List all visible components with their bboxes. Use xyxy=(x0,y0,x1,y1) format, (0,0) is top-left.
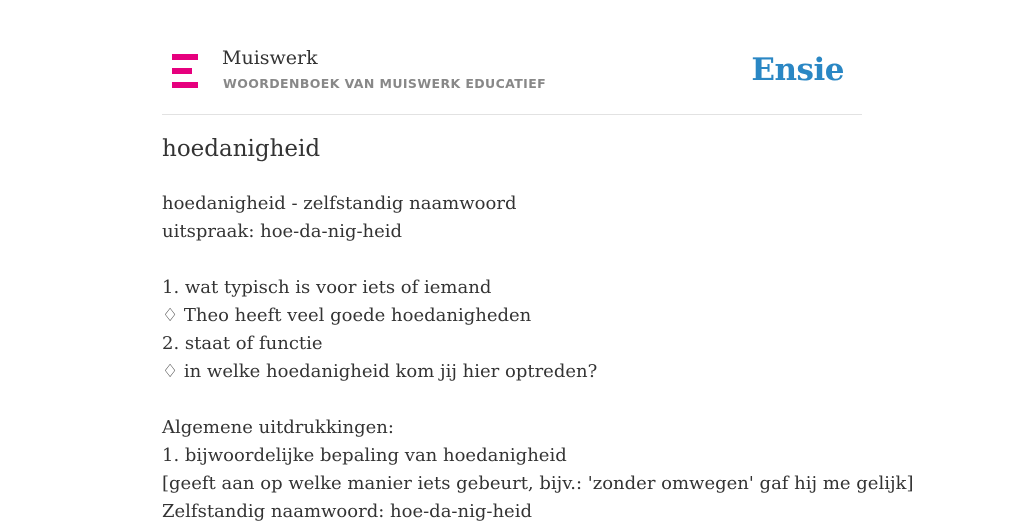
entry-line xyxy=(162,246,882,274)
entry-line: 1. wat typisch is voor iets of iemand xyxy=(162,277,492,298)
entry-line: ♢ in welke hoedanigheid kom jij hier optreden? xyxy=(162,361,598,382)
entry-title: hoedanigheid xyxy=(162,136,321,162)
entry-line: Zelfstandig naamwoord: hoe-da-nig-heid xyxy=(162,501,532,522)
entry-line: uitspraak: hoe-da-nig-heid xyxy=(162,221,403,242)
entry-line: ♢ Theo heeft veel goede hoedanigheden xyxy=(162,305,532,326)
site-header xyxy=(162,38,862,115)
ensie-link[interactable]: Ensie xyxy=(751,52,844,88)
entry-line: [geeft aan op welke manier iets gebeurt, bijv.: 'zonder omwegen' gaf hij me gelijk] xyxy=(162,473,914,494)
site-subtitle: WOORDENBOEK VAN MUISWERK EDUCATIEF xyxy=(223,76,547,91)
muiswerk-logo-icon[interactable] xyxy=(172,54,200,88)
entry-line: 2. staat of functie xyxy=(162,333,323,354)
entry-content xyxy=(162,190,914,526)
entry-line: 1. bijwoordelijke bepaling van hoedanigheid xyxy=(162,445,567,466)
site-name[interactable]: Muiswerk xyxy=(222,47,318,69)
entry-line: Algemene uitdrukkingen: xyxy=(162,417,394,438)
entry-line xyxy=(162,386,882,414)
entry-line: hoedanigheid - zelfstandig naamwoord xyxy=(162,193,517,214)
